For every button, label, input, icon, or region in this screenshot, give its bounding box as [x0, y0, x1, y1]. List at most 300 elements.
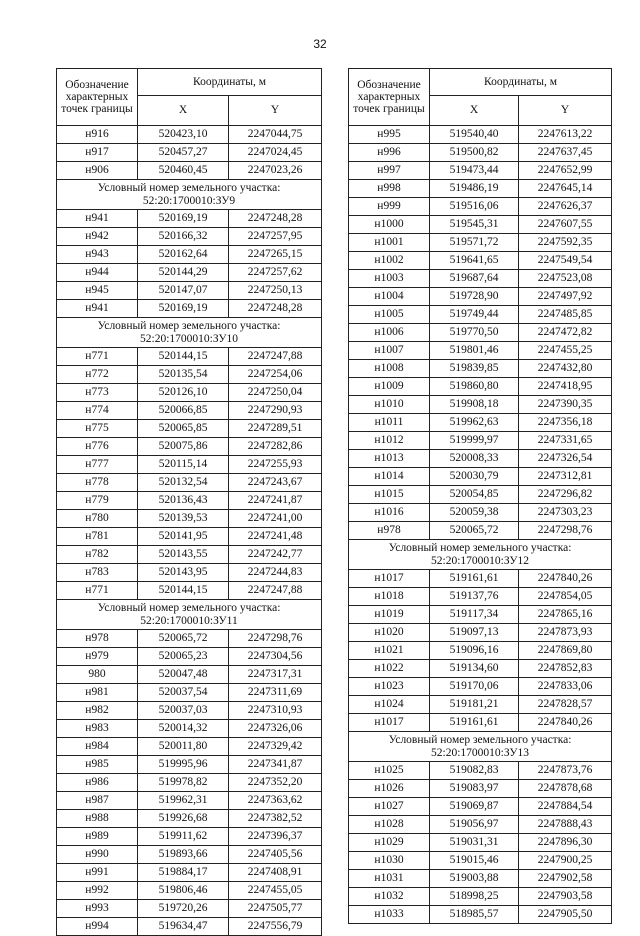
x-coordinate: 520126,10: [138, 384, 229, 402]
point-label: н1017: [349, 714, 430, 732]
y-coordinate: 2247873,93: [519, 624, 612, 642]
x-coordinate: 520065,23: [138, 648, 229, 666]
x-coordinate: 519082,83: [430, 762, 519, 780]
table-row: [349, 678, 612, 696]
table-row: [349, 306, 612, 324]
x-coordinate: 519161,61: [430, 714, 519, 732]
table-row: [349, 324, 612, 342]
y-coordinate: 2247255,93: [229, 456, 322, 474]
point-label: н997: [349, 162, 430, 180]
point-label: н989: [57, 828, 138, 846]
x-coordinate: 519473,44: [430, 162, 519, 180]
table-row: [57, 126, 322, 144]
x-coordinate: 519134,60: [430, 660, 519, 678]
x-coordinate: 519170,06: [430, 678, 519, 696]
x-coordinate: 520115,14: [138, 456, 229, 474]
y-coordinate: 2247828,57: [519, 696, 612, 714]
table-row: [349, 486, 612, 504]
point-label: н1025: [349, 762, 430, 780]
x-coordinate: 520132,54: [138, 474, 229, 492]
table-row: [57, 456, 322, 474]
y-coordinate: 2247652,99: [519, 162, 612, 180]
y-coordinate: 2247289,51: [229, 420, 322, 438]
y-coordinate: 2247903,58: [519, 888, 612, 906]
x-coordinate: 519540,40: [430, 126, 519, 144]
table-row: [57, 366, 322, 384]
point-label: н778: [57, 474, 138, 492]
table-row: [349, 432, 612, 450]
point-label: н987: [57, 792, 138, 810]
x-coordinate: 519031,31: [430, 834, 519, 852]
x-coordinate: 520144,15: [138, 582, 229, 600]
y-coordinate: 2247352,20: [229, 774, 322, 792]
y-coordinate: 2247556,79: [229, 918, 322, 936]
point-label: н1018: [349, 588, 430, 606]
point-label: н1009: [349, 378, 430, 396]
table-row: [349, 798, 612, 816]
table-row: [349, 834, 612, 852]
table-row: [349, 252, 612, 270]
point-label: н773: [57, 384, 138, 402]
point-label: н776: [57, 438, 138, 456]
point-label: н985: [57, 756, 138, 774]
point-label: н944: [57, 264, 138, 282]
x-coordinate: 519161,61: [430, 570, 519, 588]
point-label: н942: [57, 228, 138, 246]
x-coordinate: 519056,97: [430, 816, 519, 834]
y-coordinate: 2247833,06: [519, 678, 612, 696]
y-coordinate: 2247613,22: [519, 126, 612, 144]
point-label: н978: [57, 630, 138, 648]
point-label: н1014: [349, 468, 430, 486]
section-row: [349, 732, 612, 762]
table-row: [349, 660, 612, 678]
y-coordinate: 2247902,58: [519, 870, 612, 888]
x-coordinate: 519911,62: [138, 828, 229, 846]
x-coordinate: 519096,16: [430, 642, 519, 660]
table-row: [349, 816, 612, 834]
section-row: [57, 600, 322, 630]
x-coordinate: 520169,19: [138, 210, 229, 228]
table-row: [57, 474, 322, 492]
y-coordinate: 2247298,76: [229, 630, 322, 648]
table-row: [57, 438, 322, 456]
y-coordinate: 2247317,31: [229, 666, 322, 684]
y-coordinate: 2247432,80: [519, 360, 612, 378]
x-coordinate: 520135,54: [138, 366, 229, 384]
y-coordinate: 2247296,82: [519, 486, 612, 504]
point-label: н994: [57, 918, 138, 936]
table-row: [349, 852, 612, 870]
point-label: н998: [349, 180, 430, 198]
table-row: [57, 546, 322, 564]
y-coordinate: 2247254,06: [229, 366, 322, 384]
y-coordinate: 2247044,75: [229, 126, 322, 144]
point-label: н992: [57, 882, 138, 900]
table-row: [349, 414, 612, 432]
y-coordinate: 2247243,67: [229, 474, 322, 492]
point-label: н1027: [349, 798, 430, 816]
point-label: н1013: [349, 450, 430, 468]
table-row: [57, 582, 322, 600]
x-coordinate: 519500,82: [430, 144, 519, 162]
table-row: [57, 846, 322, 864]
y-coordinate: 2247418,95: [519, 378, 612, 396]
table-row: [349, 180, 612, 198]
table-row: [349, 468, 612, 486]
x-coordinate: 520144,29: [138, 264, 229, 282]
y-coordinate: 2247310,93: [229, 702, 322, 720]
table-row: [57, 918, 322, 936]
x-coordinate: 520169,19: [138, 300, 229, 318]
x-coordinate: 519995,96: [138, 756, 229, 774]
table-row: [57, 144, 322, 162]
header-y: Y: [519, 96, 612, 126]
y-coordinate: 2247356,18: [519, 414, 612, 432]
x-coordinate: 520423,10: [138, 126, 229, 144]
header-x: X: [138, 96, 229, 126]
section-row: [57, 180, 322, 210]
point-label: н999: [349, 198, 430, 216]
table-row: [57, 702, 322, 720]
y-coordinate: 2247497,92: [519, 288, 612, 306]
point-label: н1023: [349, 678, 430, 696]
table-row: [349, 762, 612, 780]
table-row: [349, 288, 612, 306]
table-body-left: [57, 126, 322, 936]
y-coordinate: 2247390,35: [519, 396, 612, 414]
point-label: н781: [57, 528, 138, 546]
y-coordinate: 2247331,65: [519, 432, 612, 450]
point-label: н772: [57, 366, 138, 384]
table-row: [349, 696, 612, 714]
x-coordinate: 519801,46: [430, 342, 519, 360]
point-label: н988: [57, 810, 138, 828]
table-row: [349, 624, 612, 642]
x-coordinate: 519545,31: [430, 216, 519, 234]
y-coordinate: 2247257,95: [229, 228, 322, 246]
section-title: Условный номер земельного участка: 52:20:1700010:ЗУ9: [57, 180, 322, 210]
point-label: н1020: [349, 624, 430, 642]
y-coordinate: 2247303,23: [519, 504, 612, 522]
table-row: [349, 234, 612, 252]
point-label: н1022: [349, 660, 430, 678]
point-label: н982: [57, 702, 138, 720]
point-label: н1006: [349, 324, 430, 342]
table-row: [349, 162, 612, 180]
y-coordinate: 2247865,16: [519, 606, 612, 624]
y-coordinate: 2247326,54: [519, 450, 612, 468]
point-label: н1004: [349, 288, 430, 306]
y-coordinate: 2247248,28: [229, 300, 322, 318]
point-label: н1024: [349, 696, 430, 714]
point-label: н945: [57, 282, 138, 300]
table-row: [349, 780, 612, 798]
table-row: [57, 348, 322, 366]
point-label: н993: [57, 900, 138, 918]
point-label: н991: [57, 864, 138, 882]
table-row: [57, 864, 322, 882]
coordinates-table-left: [56, 68, 322, 936]
table-row: [349, 522, 612, 540]
y-coordinate: 2247250,04: [229, 384, 322, 402]
x-coordinate: 520066,85: [138, 402, 229, 420]
y-coordinate: 2247242,77: [229, 546, 322, 564]
x-coordinate: 520139,53: [138, 510, 229, 528]
x-coordinate: 519884,17: [138, 864, 229, 882]
table-row: [349, 588, 612, 606]
y-coordinate: 2247023,26: [229, 162, 322, 180]
x-coordinate: 520457,27: [138, 144, 229, 162]
x-coordinate: 518998,25: [430, 888, 519, 906]
table-row: [57, 630, 322, 648]
y-coordinate: 2247840,26: [519, 714, 612, 732]
table-row: [57, 210, 322, 228]
section-title: Условный номер земельного участка: 52:20:1700010:ЗУ10: [57, 318, 322, 348]
x-coordinate: 520141,95: [138, 528, 229, 546]
table-row: [349, 570, 612, 588]
point-label: н774: [57, 402, 138, 420]
y-coordinate: 2247329,42: [229, 738, 322, 756]
x-coordinate: 520144,15: [138, 348, 229, 366]
table-row: [349, 714, 612, 732]
y-coordinate: 2247607,55: [519, 216, 612, 234]
y-coordinate: 2247896,30: [519, 834, 612, 852]
header-point-label: Обозначение характерных точек границы: [349, 69, 430, 126]
x-coordinate: 519069,87: [430, 798, 519, 816]
table-row: [349, 126, 612, 144]
x-coordinate: 520065,85: [138, 420, 229, 438]
y-coordinate: 2247869,80: [519, 642, 612, 660]
table-row: [57, 528, 322, 546]
table-body-right: [349, 126, 612, 924]
y-coordinate: 2247282,86: [229, 438, 322, 456]
x-coordinate: 520143,95: [138, 564, 229, 582]
point-label: н1033: [349, 906, 430, 924]
point-label: н1003: [349, 270, 430, 288]
point-label: н916: [57, 126, 138, 144]
x-coordinate: 520065,72: [430, 522, 519, 540]
table-row: [57, 810, 322, 828]
y-coordinate: 2247244,83: [229, 564, 322, 582]
table-row: [57, 720, 322, 738]
y-coordinate: 2247900,25: [519, 852, 612, 870]
table-row: [349, 378, 612, 396]
y-coordinate: 2247455,05: [229, 882, 322, 900]
y-coordinate: 2247304,56: [229, 648, 322, 666]
table-row: [349, 342, 612, 360]
table-row: [57, 384, 322, 402]
section-title: Условный номер земельного участка: 52:20:1700010:ЗУ13: [349, 732, 612, 762]
point-label: н775: [57, 420, 138, 438]
x-coordinate: 519893,66: [138, 846, 229, 864]
point-label: н1011: [349, 414, 430, 432]
x-coordinate: 519728,90: [430, 288, 519, 306]
x-coordinate: 519003,88: [430, 870, 519, 888]
y-coordinate: 2247247,88: [229, 582, 322, 600]
x-coordinate: 520059,38: [430, 504, 519, 522]
x-coordinate: 520008,33: [430, 450, 519, 468]
point-label: н780: [57, 510, 138, 528]
table-row: [57, 492, 322, 510]
header-x: X: [430, 96, 519, 126]
table-row: [349, 270, 612, 288]
y-coordinate: 2247311,69: [229, 684, 322, 702]
y-coordinate: 2247472,82: [519, 324, 612, 342]
x-coordinate: 519137,76: [430, 588, 519, 606]
y-coordinate: 2247592,35: [519, 234, 612, 252]
table-row: [349, 198, 612, 216]
point-label: н1021: [349, 642, 430, 660]
table-row: [349, 504, 612, 522]
x-coordinate: 519181,21: [430, 696, 519, 714]
y-coordinate: 2247290,93: [229, 402, 322, 420]
point-label: н906: [57, 162, 138, 180]
x-coordinate: 520075,86: [138, 438, 229, 456]
y-coordinate: 2247341,87: [229, 756, 322, 774]
table-row: [57, 792, 322, 810]
table-row: [349, 216, 612, 234]
x-coordinate: 519860,80: [430, 378, 519, 396]
point-label: н990: [57, 846, 138, 864]
table-row: [349, 642, 612, 660]
x-coordinate: 520460,45: [138, 162, 229, 180]
table-row: [57, 666, 322, 684]
table-row: [57, 228, 322, 246]
header-point-label: Обозначение характерных точек границы: [57, 69, 138, 126]
x-coordinate: 519516,06: [430, 198, 519, 216]
header-y: Y: [229, 96, 322, 126]
y-coordinate: 2247326,06: [229, 720, 322, 738]
y-coordinate: 2247549,54: [519, 252, 612, 270]
point-label: н1001: [349, 234, 430, 252]
point-label: н1000: [349, 216, 430, 234]
y-coordinate: 2247408,91: [229, 864, 322, 882]
point-label: н1010: [349, 396, 430, 414]
x-coordinate: 520047,48: [138, 666, 229, 684]
page-number: 32: [313, 37, 327, 51]
table-row: [57, 774, 322, 792]
x-coordinate: 520166,32: [138, 228, 229, 246]
y-coordinate: 2247873,76: [519, 762, 612, 780]
table-row: [57, 648, 322, 666]
y-coordinate: 2247382,52: [229, 810, 322, 828]
x-coordinate: 520014,32: [138, 720, 229, 738]
x-coordinate: 519720,26: [138, 900, 229, 918]
y-coordinate: 2247241,87: [229, 492, 322, 510]
x-coordinate: 519015,46: [430, 852, 519, 870]
header-coordinates: Координаты, м: [138, 69, 322, 96]
point-label: н771: [57, 348, 138, 366]
y-coordinate: 2247265,15: [229, 246, 322, 264]
x-coordinate: 519999,97: [430, 432, 519, 450]
y-coordinate: 2247645,14: [519, 180, 612, 198]
point-label: н1016: [349, 504, 430, 522]
x-coordinate: 520054,85: [430, 486, 519, 504]
x-coordinate: 519117,34: [430, 606, 519, 624]
table-row: [349, 144, 612, 162]
point-label: н1032: [349, 888, 430, 906]
x-coordinate: 519962,31: [138, 792, 229, 810]
point-label: н783: [57, 564, 138, 582]
point-label: н1008: [349, 360, 430, 378]
point-label: н1019: [349, 606, 430, 624]
point-label: н984: [57, 738, 138, 756]
y-coordinate: 2247840,26: [519, 570, 612, 588]
point-label: н779: [57, 492, 138, 510]
y-coordinate: 2247241,48: [229, 528, 322, 546]
table-row: [57, 246, 322, 264]
x-coordinate: 519687,64: [430, 270, 519, 288]
point-label: н1017: [349, 570, 430, 588]
y-coordinate: 2247905,50: [519, 906, 612, 924]
point-label: н1028: [349, 816, 430, 834]
section-title: Условный номер земельного участка: 52:20:1700010:ЗУ12: [349, 540, 612, 570]
point-label: н979: [57, 648, 138, 666]
x-coordinate: 519908,18: [430, 396, 519, 414]
point-label: н771: [57, 582, 138, 600]
point-label: 980: [57, 666, 138, 684]
y-coordinate: 2247247,88: [229, 348, 322, 366]
point-label: н978: [349, 522, 430, 540]
section-title: Условный номер земельного участка: 52:20:1700010:ЗУ11: [57, 600, 322, 630]
table-row: [349, 870, 612, 888]
x-coordinate: 520037,03: [138, 702, 229, 720]
point-label: н986: [57, 774, 138, 792]
point-label: н995: [349, 126, 430, 144]
table-row: [57, 300, 322, 318]
y-coordinate: 2247298,76: [519, 522, 612, 540]
table-row: [57, 882, 322, 900]
x-coordinate: 519962,63: [430, 414, 519, 432]
y-coordinate: 2247888,43: [519, 816, 612, 834]
table-row: [349, 360, 612, 378]
x-coordinate: 518985,57: [430, 906, 519, 924]
y-coordinate: 2247405,56: [229, 846, 322, 864]
y-coordinate: 2247505,77: [229, 900, 322, 918]
point-label: н1007: [349, 342, 430, 360]
table-row: [57, 162, 322, 180]
y-coordinate: 2247637,45: [519, 144, 612, 162]
point-label: н941: [57, 300, 138, 318]
x-coordinate: 520037,54: [138, 684, 229, 702]
table-row: [57, 738, 322, 756]
x-coordinate: 520065,72: [138, 630, 229, 648]
x-coordinate: 519749,44: [430, 306, 519, 324]
point-label: н996: [349, 144, 430, 162]
y-coordinate: 2247363,62: [229, 792, 322, 810]
x-coordinate: 519571,72: [430, 234, 519, 252]
table-row: [57, 402, 322, 420]
point-label: н1030: [349, 852, 430, 870]
x-coordinate: 520136,43: [138, 492, 229, 510]
table-row: [57, 510, 322, 528]
header-coordinates: Координаты, м: [430, 69, 612, 96]
y-coordinate: 2247024,45: [229, 144, 322, 162]
y-coordinate: 2247884,54: [519, 798, 612, 816]
x-coordinate: 519634,47: [138, 918, 229, 936]
x-coordinate: 520030,79: [430, 468, 519, 486]
x-coordinate: 520011,80: [138, 738, 229, 756]
table-row: [57, 684, 322, 702]
x-coordinate: 519926,68: [138, 810, 229, 828]
x-coordinate: 519097,13: [430, 624, 519, 642]
x-coordinate: 519486,19: [430, 180, 519, 198]
point-label: н1005: [349, 306, 430, 324]
point-label: н1031: [349, 870, 430, 888]
y-coordinate: 2247854,05: [519, 588, 612, 606]
y-coordinate: 2247250,13: [229, 282, 322, 300]
